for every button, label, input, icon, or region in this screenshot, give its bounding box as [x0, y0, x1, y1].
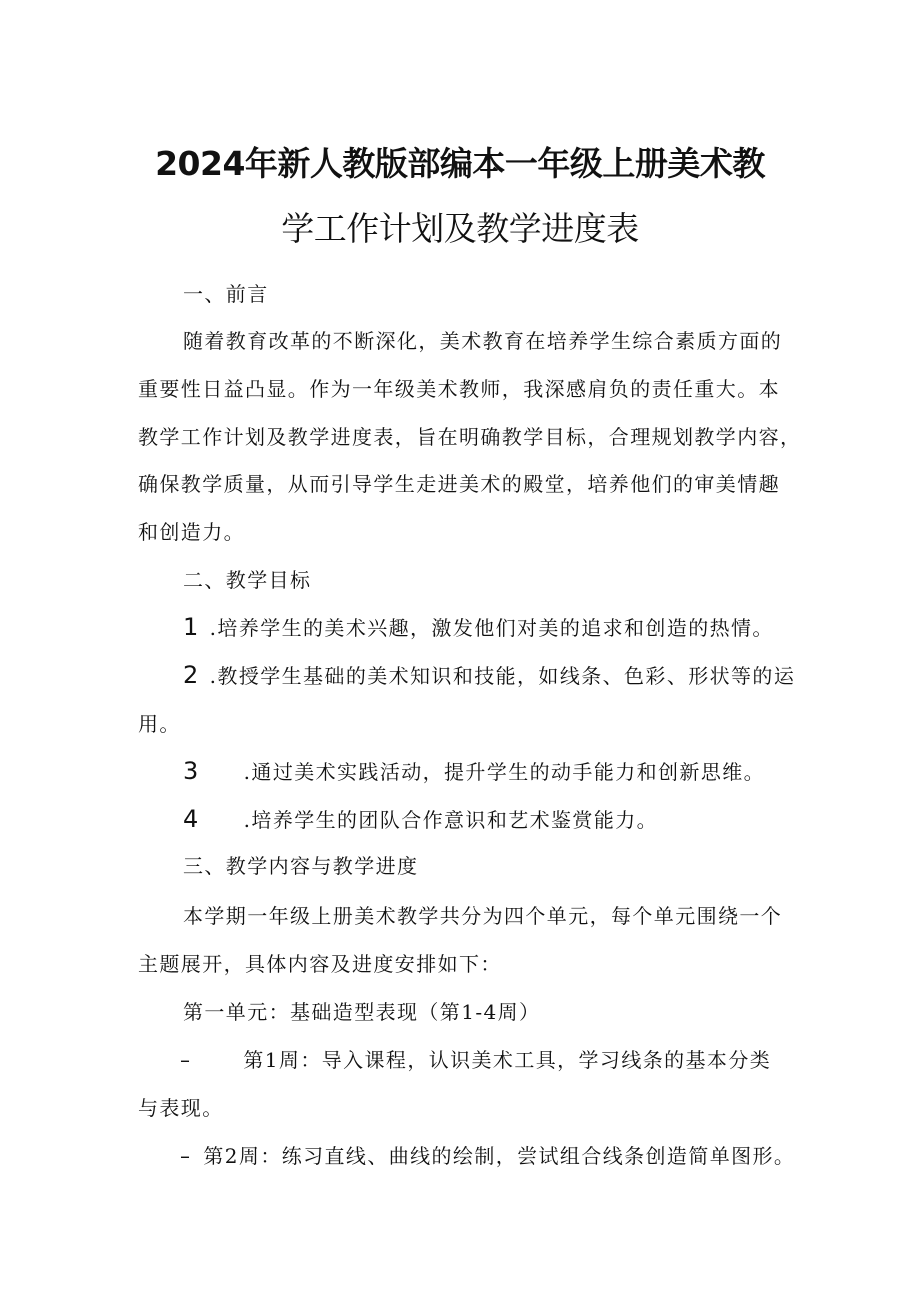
goal-text: .通过美术实践活动，提升学生的动手能力和创新思维。	[243, 760, 766, 784]
unit-1-heading: 第一单元：基础造型表现（第1-4周）	[183, 1000, 541, 1024]
dash-bullet: –	[180, 1048, 192, 1072]
preface-paragraph-line: 重要性日益凸显。作为一年级美术教师，我深感肩负的责任重大。本	[138, 377, 780, 401]
goal-number: 4	[183, 805, 200, 833]
document-title-line-1: 2024年新人教版部编本一年级上册美术教	[155, 144, 765, 183]
week-1-item	[180, 1046, 771, 1074]
preface-paragraph-line: 和创造力。	[138, 520, 245, 544]
section-heading-goals: 二、教学目标	[183, 568, 312, 592]
goal-item-3	[183, 757, 765, 786]
week-1-continuation: 与表现。	[138, 1096, 224, 1120]
document-title-line-2: 学工作计划及教学进度表	[281, 209, 639, 248]
goal-text: .培养学生的美术兴趣，激发他们对美的追求和创造的热情。	[209, 616, 774, 640]
week-2-item	[180, 1142, 795, 1170]
goal-number: 1	[183, 613, 200, 641]
goal-item-2-continuation: 用。	[138, 712, 181, 736]
goal-number: 3	[183, 757, 200, 785]
content-paragraph-line: 本学期一年级上册美术教学共分为四个单元，每个单元围绕一个	[183, 904, 783, 928]
preface-paragraph-line: 确保教学质量，从而引导学生走进美术的殿堂，培养他们的审美情趣	[138, 472, 780, 496]
goal-item-1	[183, 613, 774, 642]
preface-paragraph-line: 随着教育改革的不断深化，美术教育在培养学生综合素质方面的	[183, 329, 783, 353]
goal-item-2	[183, 661, 795, 690]
goal-text: .培养学生的团队合作意识和艺术鉴赏能力。	[243, 808, 659, 832]
content-paragraph-line: 主题展开，具体内容及进度安排如下：	[138, 952, 502, 976]
goal-number: 2	[183, 661, 200, 689]
preface-paragraph-line: 教学工作计划及教学进度表，旨在明确教学目标，合理规划教学内容，	[138, 425, 802, 449]
week-text: 第2周：练习直线、曲线的绘制，尝试组合线条创造简单图形。	[203, 1144, 796, 1168]
dash-bullet: –	[180, 1144, 192, 1168]
section-heading-preface: 一、前言	[183, 282, 269, 306]
goal-item-4	[183, 805, 658, 834]
week-text: 第1周：导入课程，认识美术工具，学习线条的基本分类	[243, 1048, 772, 1072]
goal-text: .教授学生基础的美术知识和技能，如线条、色彩、形状等的运	[209, 664, 796, 688]
section-heading-content: 三、教学内容与教学进度	[183, 854, 419, 878]
